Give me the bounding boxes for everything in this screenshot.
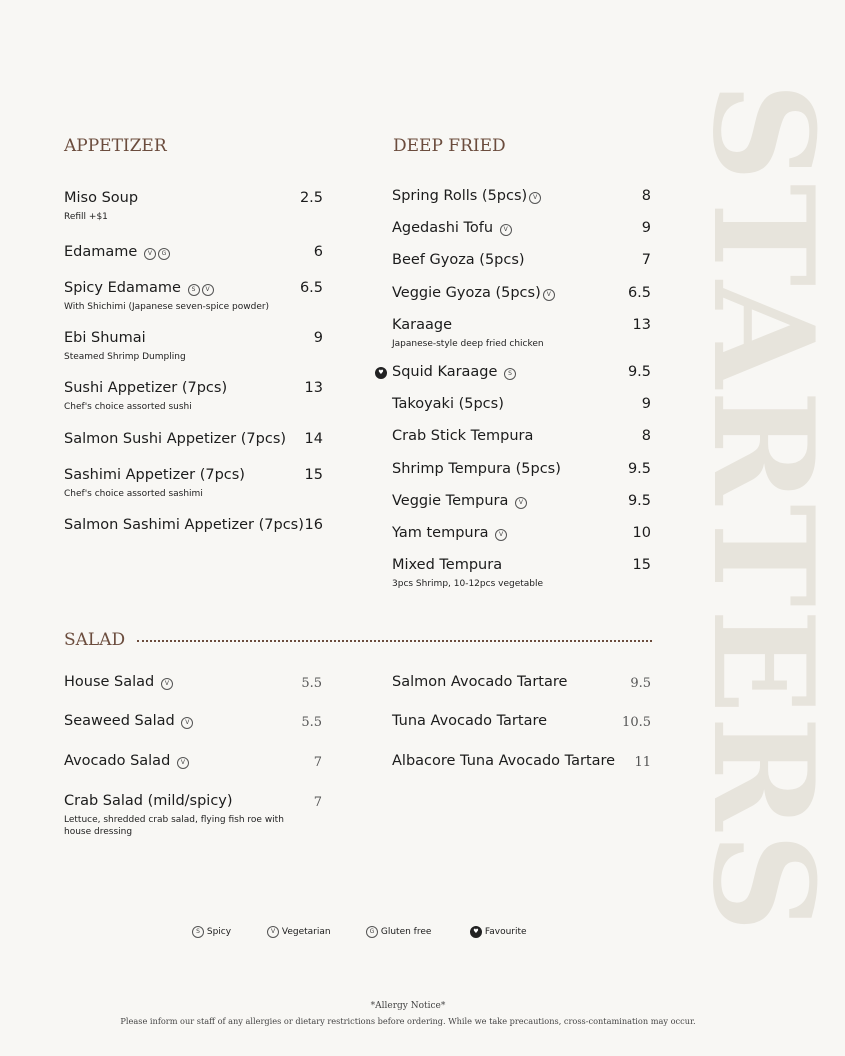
- gluten-free-icon: G: [366, 926, 378, 938]
- menu-item: [392, 396, 504, 412]
- salad-title: SALAD: [64, 630, 126, 650]
- item-price: 2.5: [299, 190, 323, 206]
- salad-divider: [137, 640, 652, 642]
- vegetarian-icon: V: [515, 497, 527, 509]
- legend-label: Favourite: [484, 927, 527, 937]
- item-price: 9: [641, 220, 651, 236]
- item-price: 8: [641, 428, 651, 444]
- vegetarian-icon: V: [500, 224, 512, 236]
- menu-item: [64, 380, 227, 413]
- item-price: 14: [304, 431, 323, 447]
- menu-item: [392, 557, 543, 590]
- vegetarian-icon: V: [267, 926, 279, 938]
- menu-item: [392, 188, 541, 204]
- menu-item: [392, 493, 527, 509]
- item-name: Salmon Sashimi Appetizer (7pcs): [64, 517, 304, 533]
- item-name: Karaage: [392, 317, 452, 333]
- item-name: Spring Rolls (5pcs): [392, 188, 528, 204]
- item-name: Yam tempura: [392, 525, 489, 541]
- menu-item: [64, 793, 294, 838]
- allergy-notice-text: Please inform our staff of any allergies or dietary restrictions before ordering. While we take precautions, cross-contamination may occur.: [120, 1016, 696, 1026]
- menu-item: [392, 364, 516, 380]
- item-price: 9: [641, 396, 651, 412]
- item-desc: With Shichimi (Japanese seven-spice powder): [64, 302, 270, 312]
- item-price: 9.5: [627, 461, 651, 477]
- vegetarian-icon: V: [144, 248, 156, 260]
- item-price: 10: [632, 525, 651, 541]
- item-price: 10.5: [622, 715, 651, 730]
- deep-fried-title: DEEP FRIED: [393, 136, 506, 156]
- item-name: Agedashi Tofu: [392, 220, 494, 236]
- menu-item: [64, 280, 269, 313]
- menu-item: [64, 713, 193, 729]
- item-name: Spicy Edamame: [64, 280, 181, 296]
- item-price: 7: [313, 755, 322, 770]
- vegetarian-icon: V: [529, 192, 541, 204]
- item-desc: Chef's choice assorted sushi: [64, 402, 192, 412]
- item-name: Ebi Shumai: [64, 330, 146, 346]
- item-name: Albacore Tuna Avocado Tartare: [392, 753, 616, 769]
- item-price: 9.5: [627, 364, 651, 380]
- legend-label: Spicy: [206, 927, 232, 937]
- item-price: 13: [304, 380, 323, 396]
- item-name: Squid Karaage: [392, 364, 498, 380]
- menu-item: [392, 428, 533, 444]
- item-name: Crab Stick Tempura: [392, 428, 534, 444]
- vegetarian-icon: V: [181, 717, 193, 729]
- item-price: 15: [632, 557, 651, 573]
- item-name: House Salad: [64, 674, 155, 690]
- favourite-icon: ♥: [375, 367, 387, 379]
- vegetarian-icon: V: [543, 289, 555, 301]
- menu-item: [392, 220, 512, 236]
- item-price: 8: [641, 188, 651, 204]
- gluten-free-icon: G: [158, 248, 170, 260]
- item-price: 13: [632, 317, 651, 333]
- vegetarian-icon: V: [202, 284, 214, 296]
- menu-item: [64, 753, 189, 769]
- item-price: 7: [313, 795, 322, 810]
- item-name: Seaweed Salad: [64, 713, 175, 729]
- item-desc: Japanese-style deep fried chicken: [392, 339, 544, 349]
- menu-item: [392, 461, 561, 477]
- allergy-notice-title: *Allergy Notice*: [370, 1001, 446, 1011]
- legend-spicy: [190, 926, 231, 938]
- side-title-text: STARTERS: [682, 82, 845, 935]
- item-price: 6: [313, 244, 323, 260]
- item-name: Avocado Salad: [64, 753, 171, 769]
- menu-item: [64, 517, 304, 533]
- favourite-icon: ♥: [470, 926, 482, 938]
- item-price: 15: [304, 467, 323, 483]
- menu-item: [392, 674, 567, 690]
- item-name: Crab Salad (mild/spicy): [64, 793, 233, 809]
- vegetarian-icon: V: [177, 757, 189, 769]
- item-price: 5.5: [301, 676, 322, 691]
- menu-item: [392, 713, 547, 729]
- item-desc: Chef's choice assorted sashimi: [64, 489, 203, 499]
- side-title-watermark: [682, 82, 845, 992]
- item-price: 16: [304, 517, 323, 533]
- menu-item: [64, 674, 173, 690]
- item-desc: Refill +$1: [64, 212, 108, 222]
- item-name: Mixed Tempura: [392, 557, 503, 573]
- menu-item: [392, 317, 544, 350]
- item-price: 7: [641, 252, 651, 268]
- spicy-icon: S: [504, 368, 516, 380]
- item-name: Salmon Avocado Tartare: [392, 674, 568, 690]
- legend-label: Vegetarian: [281, 927, 331, 937]
- item-name: Shrimp Tempura (5pcs): [392, 461, 561, 477]
- legend-favourite: [468, 926, 527, 938]
- item-desc: Steamed Shrimp Dumpling: [64, 352, 186, 362]
- legend-label: Gluten free: [380, 927, 432, 937]
- menu-item: [392, 285, 555, 301]
- item-price: 6.5: [299, 280, 323, 296]
- item-price: 9.5: [627, 493, 651, 509]
- menu-item: [392, 525, 507, 541]
- legend-vegetarian: [265, 926, 331, 938]
- item-name: Takoyaki (5pcs): [392, 396, 504, 412]
- item-name: Tuna Avocado Tartare: [392, 713, 548, 729]
- appetizer-title: APPETIZER: [64, 136, 167, 156]
- item-name: Veggie Tempura: [392, 493, 509, 509]
- menu-item: [392, 753, 615, 769]
- item-name: Beef Gyoza (5pcs): [392, 252, 525, 268]
- item-price: 9.5: [630, 676, 651, 691]
- item-desc: Lettuce, shredded crab salad, flying fish roe with house dressing: [64, 815, 284, 837]
- menu-item: [64, 431, 286, 447]
- menu-item: [64, 467, 245, 500]
- vegetarian-icon: V: [161, 678, 173, 690]
- item-name: Veggie Gyoza (5pcs): [392, 285, 541, 301]
- item-price: 9: [313, 330, 323, 346]
- item-name: Sushi Appetizer (7pcs): [64, 380, 228, 396]
- item-name: Sashimi Appetizer (7pcs): [64, 467, 245, 483]
- spicy-icon: S: [192, 926, 204, 938]
- item-name: Edamame: [64, 244, 138, 260]
- item-price: 11: [634, 755, 651, 770]
- item-name: Miso Soup: [64, 190, 139, 206]
- menu-item: [64, 244, 170, 260]
- item-name: Salmon Sushi Appetizer (7pcs): [64, 431, 287, 447]
- item-price: 5.5: [301, 715, 322, 730]
- item-price: 6.5: [627, 285, 651, 301]
- spicy-icon: S: [188, 284, 200, 296]
- menu-item: [392, 252, 525, 268]
- menu-item: [64, 330, 186, 363]
- item-desc: 3pcs Shrimp, 10-12pcs vegetable: [392, 579, 544, 589]
- menu-item: [64, 190, 138, 223]
- legend-gluten-free: [364, 926, 431, 938]
- vegetarian-icon: V: [495, 529, 507, 541]
